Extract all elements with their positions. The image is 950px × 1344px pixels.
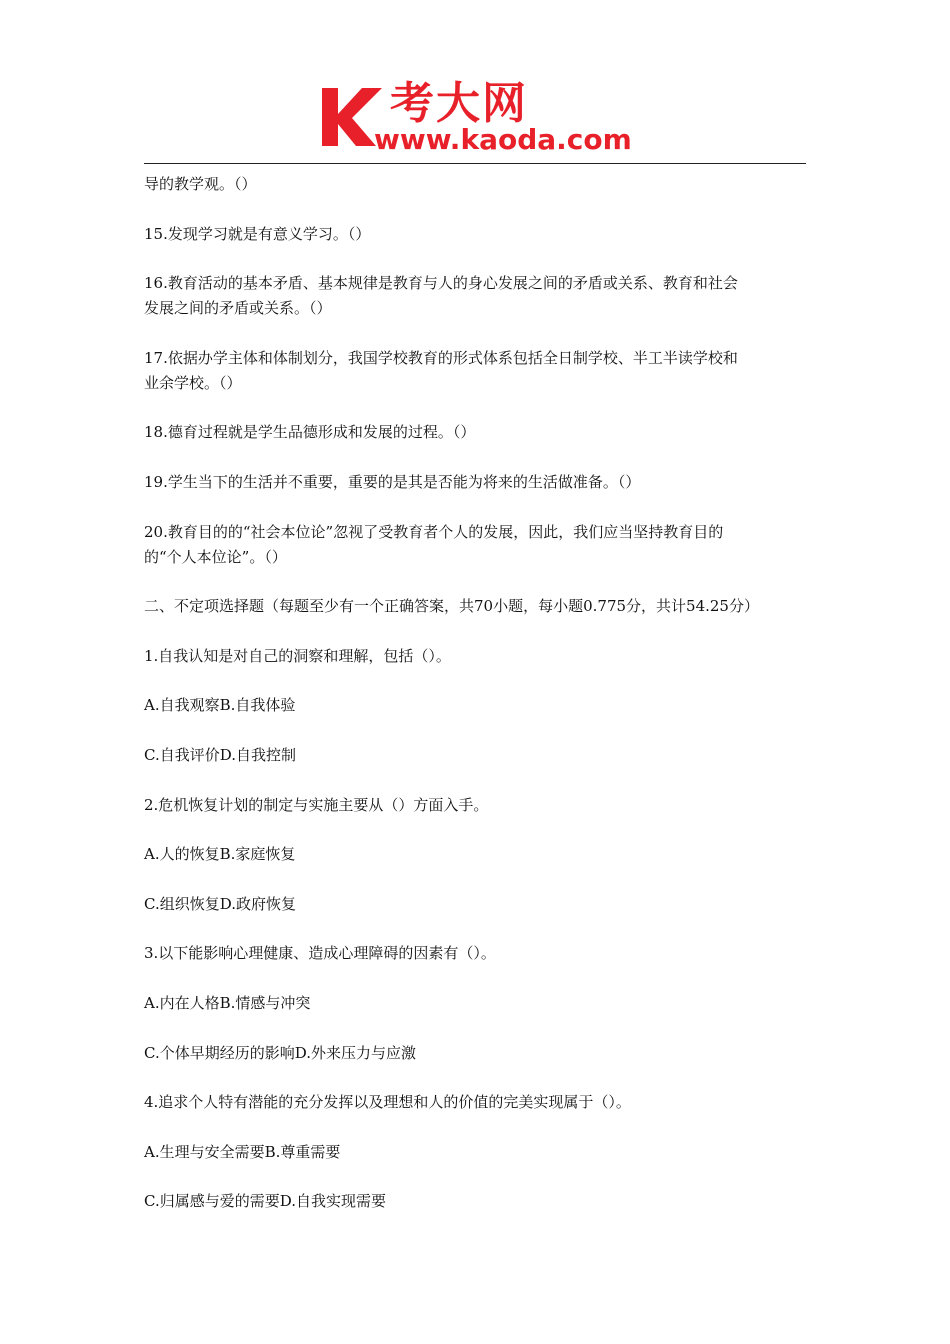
paragraph (144, 1090, 809, 1115)
paragraph (144, 842, 809, 867)
text-line: 4.追求个人特有潜能的充分发挥以及理想和人的价值的完美实现属于（）。 (144, 1093, 631, 1112)
text-line: 15.发现学习就是有意义学习。（） (144, 224, 371, 243)
paragraph (144, 222, 809, 247)
text-line: 业余学校。（） (144, 373, 242, 392)
text-line: C.归属感与爱的需要D.自我实现需要 (144, 1192, 386, 1211)
paragraph (144, 420, 809, 445)
paragraph (144, 346, 809, 396)
text-line: 导的教学观。（） (144, 175, 257, 193)
paragraph (144, 1041, 809, 1066)
paragraph (144, 644, 809, 669)
text-line: 19.学生当下的生活并不重要，重要的是其是否能为将来的生活做准备。（） (144, 472, 641, 491)
text-line: 的“个人本位论”。（） (144, 547, 287, 566)
text-line: C.自我评价D.自我控制 (144, 745, 296, 764)
paragraph (144, 470, 809, 495)
paragraph (144, 941, 809, 966)
paragraph (144, 172, 809, 197)
text-line: 18.德育过程就是学生品德形成和发展的过程。（） (144, 423, 476, 442)
document-body (144, 172, 809, 1239)
paragraph (144, 743, 809, 768)
paragraph (144, 793, 809, 818)
text-line: 1.自我认知是对自己的洞察和理解，包括（）。 (144, 646, 451, 665)
text-line: C.组织恢复D.政府恢复 (144, 894, 296, 913)
site-logo (318, 80, 648, 160)
paragraph (144, 271, 809, 321)
text-line: A.自我观察B.自我体验 (144, 696, 296, 715)
logo-url: www.kaoda.com (374, 123, 632, 156)
text-line: 3.以下能影响心理健康、造成心理障碍的因素有（）。 (144, 944, 496, 963)
text-line: A.内在人格B.情感与冲突 (144, 993, 311, 1012)
text-line: 发展之间的矛盾或关系。（） (144, 299, 332, 318)
text-line: A.人的恢复B.家庭恢复 (144, 845, 296, 864)
paragraph (144, 1189, 809, 1214)
paragraph (144, 892, 809, 917)
paragraph (144, 991, 809, 1016)
text-line: 20.教育目的的“社会本位论”忽视了受教育者个人的发展，因此，我们应当坚持教育目的 (144, 522, 724, 541)
text-line: 16.教育活动的基本矛盾、基本规律是教育与人的身心发展之间的矛盾或关系、教育和社会 (144, 274, 738, 293)
paragraph (144, 594, 809, 619)
paragraph (144, 1140, 809, 1165)
paragraph (144, 520, 809, 570)
text-line: 17.依据办学主体和体制划分，我国学校教育的形式体系包括全日制学校、半工半读学校和 (144, 348, 738, 367)
text-line: C.个体早期经历的影响D.外来压力与应激 (144, 1043, 416, 1062)
logo-title: 考大网 (390, 78, 528, 129)
text-line: 2.危机恢复计划的制定与实施主要从（）方面入手。 (144, 795, 489, 814)
header-divider (144, 163, 806, 164)
paragraph (144, 693, 809, 718)
text-line: 二、不定项选择题（每题至少有一个正确答案，共70小题，每小题0.775分，共计54.25分） (144, 597, 759, 616)
text-line: A.生理与安全需要B.尊重需要 (144, 1142, 341, 1161)
